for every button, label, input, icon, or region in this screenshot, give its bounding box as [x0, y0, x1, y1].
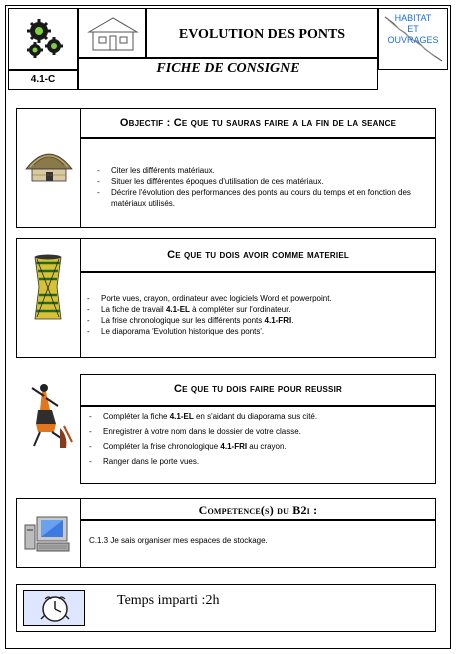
- house-icon: [85, 14, 141, 52]
- badge-line-3: OUVRAGES: [387, 35, 439, 45]
- lesson-code-text: 4.1-C: [30, 74, 56, 85]
- title-cell: [146, 8, 378, 58]
- hut-icon: [24, 145, 74, 185]
- materiel-body: [80, 272, 436, 358]
- reussir-title-box: [80, 374, 436, 406]
- list-item: - Compléter la fiche 4.1-EL en s'aidant du diaporama sus cité.: [85, 411, 429, 422]
- list-item: - Décrire l'évolution des performances des ponts au cours du temps et en fonction des matériaux utilisés.: [93, 187, 425, 209]
- objectif-icon-box: [16, 108, 80, 228]
- list-item: - Le diaporama 'Evolution historique des ponts'.: [83, 326, 429, 337]
- computer-icon: [23, 515, 73, 555]
- page-title: EVOLUTION DES PONTS: [178, 27, 346, 42]
- list-item: - La frise chronologique sur les différents ponts 4.1-FRI.: [83, 315, 429, 326]
- clock-icon-box: [23, 590, 85, 626]
- badge-line-2: ET: [407, 24, 419, 34]
- theme-badge: [378, 8, 448, 70]
- competence-title-box: [80, 498, 436, 520]
- reussir-list: [85, 411, 429, 471]
- reussir-body: [80, 406, 436, 484]
- temps-box: [16, 584, 436, 632]
- lesson-code: [8, 70, 78, 90]
- reussir-title: Ce que tu dois faire pour reussir: [173, 383, 342, 395]
- subtitle-cell: [78, 58, 378, 90]
- logo-cell: [8, 8, 78, 70]
- badge-line-1: HABITAT: [394, 13, 432, 23]
- page-subtitle: FICHE DE CONSIGNE: [156, 61, 300, 76]
- list-item: - Compléter la frise chronologique 4.1-FRI au crayon.: [85, 441, 429, 452]
- house-cell: [78, 8, 146, 58]
- objectif-list: [93, 165, 425, 209]
- materiel-title-box: [80, 238, 436, 272]
- temps-text: Temps imparti :2h: [117, 593, 220, 608]
- clock-icon: [35, 593, 75, 625]
- reussir-icon-box: [16, 374, 80, 484]
- list-item: - La fiche de travail 4.1-EL à compléter sur l'ordinateur.: [83, 304, 429, 315]
- materiel-title: Ce que tu dois avoir comme materiel: [167, 249, 349, 261]
- list-item: - Situer les différentes époques d'utilisation de ces matériaux.: [93, 176, 425, 187]
- list-item: - Porte vues, crayon, ordinateur avec logiciels Word et powerpoint.: [83, 293, 429, 304]
- competence-body: [80, 520, 436, 568]
- list-item: - Ranger dans le porte vues.: [85, 456, 429, 467]
- materiel-icon-box: [16, 238, 80, 358]
- dancer-icon: [24, 380, 74, 452]
- materiel-list: [83, 293, 429, 337]
- competence-title: Competence(s) du B2i :: [198, 503, 318, 517]
- competence-text: C.1.3 Je sais organiser mes espaces de stockage.: [89, 536, 268, 545]
- gears-icon: [19, 15, 69, 63]
- competence-icon-box: [16, 498, 80, 568]
- objectif-body: [80, 138, 436, 228]
- drum-icon: [31, 253, 65, 323]
- objectif-title-box: [80, 108, 436, 138]
- list-item: - Citer les différents matériaux.: [93, 165, 425, 176]
- objectif-title: Objectif : Ce que tu sauras faire a la fin de la seance: [119, 117, 397, 129]
- list-item: - Enregistrer à votre nom dans le dossier de votre classe.: [85, 426, 429, 437]
